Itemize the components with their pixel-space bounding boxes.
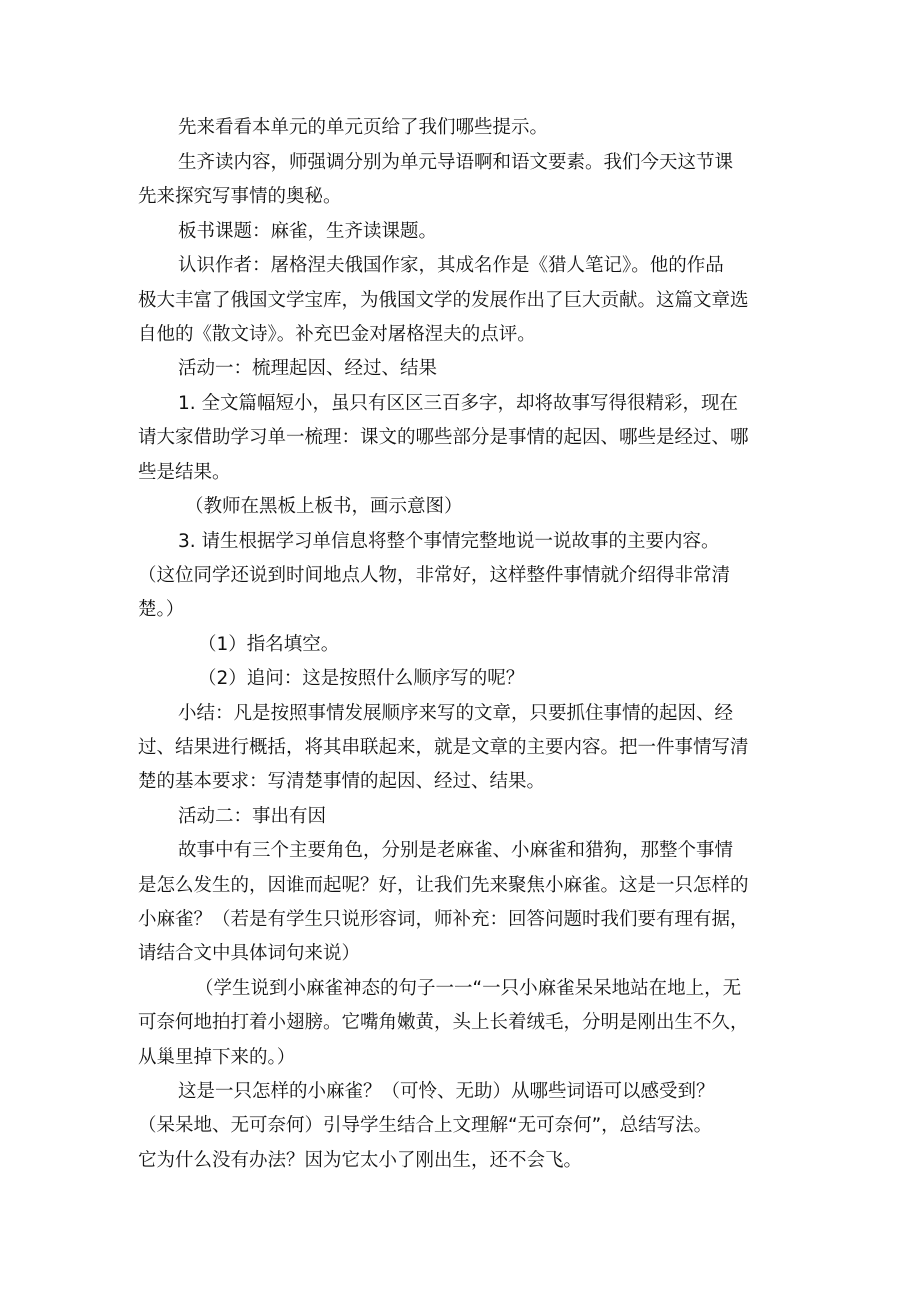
text-line: 小结：凡是按照事情发展顺序来写的文章，只要抓住事情的起因、经 [178,703,734,724]
text-line: （2）追问：这是按照什么顺序写的呢？ [198,668,525,689]
text-line: 它为什么没有办法？因为它太小了刚出生，还不会飞。 [138,1150,583,1171]
text-line: 是怎么发生的，因谁而起呢？好，让我们先来聚焦小麻雀。这是一只怎样的 [138,875,749,896]
text-line: 自他的《散文诗》。补充巴金对屠格涅夫的点评。 [138,324,536,345]
text-line: 过、结果进行概括，将其串联起来，就是文章的主要内容。把一件事情写清 [138,737,749,758]
text-line: 3. 请生根据学习单信息将整个事情完整地说一说故事的主要内容。 [178,531,720,552]
text-line: 请大家借助学习单一梳理：课文的哪些部分是事情的起因、哪些是经过、哪 [138,427,749,448]
text-line: 可奈何地拍打着小翅膀。它嘴角嫩黄，头上长着绒毛，分明是刚出生不久， [138,1012,749,1033]
text-line: （教师在黑板上板书，画示意图） [185,496,463,517]
text-line: 活动二：事出有因 [178,806,327,827]
text-line: 1. 全文篇幅短小，虽只有区区三百多字，却将故事写得很精彩，现在 [178,393,739,414]
text-line: 板书课题：麻雀，生齐读课题。 [178,221,438,242]
text-line: （学生说到小麻雀神态的句子一一“一只小麻雀呆呆地站在地上，无 [195,978,742,999]
text-line: （这位同学还说到时间地点人物，非常好，这样整件事情就介绍得非常清 [138,565,731,586]
text-line: 活动一：梳理起因、经过、结果 [178,358,438,379]
text-line: 这是一只怎样的小麻雀？（可怜、无助）从哪些词语可以感受到？ [178,1081,715,1102]
text-line: 楚的基本要求：写清楚事情的起因、经过、结果。 [138,771,546,792]
text-line: 先来看看本单元的单元页给了我们哪些提示。 [178,117,549,138]
text-line: 生齐读内容，师强调分别为单元导语啊和语文要素。我们今天这节课 [178,152,734,173]
text-line: 楚。） [138,599,185,620]
text-line: （1）指名填空。 [198,634,340,655]
text-line: 小麻雀？（若是有学生只说形容词，师补充：回答问题时我们要有理有据， [138,909,749,930]
text-line: 极大丰富了俄国文学宝库，为俄国文学的发展作出了巨大贡献。这篇文章选 [138,290,749,311]
text-line: 认识作者：屠格涅夫俄国作家，其成名作是《猎人笔记》。他的作品 [178,255,724,276]
text-line: 从巢里掉下来的。） [138,1047,296,1068]
text-line: 请结合文中具体词句来说） [138,943,361,964]
text-line: 故事中有三个主要角色，分别是老麻雀、小麻雀和猎狗，那整个事情 [178,840,734,861]
text-line: 先来探究写事情的奥秘。 [138,186,342,207]
text-line: 些是结果。 [138,462,231,483]
text-line: （呆呆地、无可奈何）引导学生结合上文理解“无可奈何”，总结写法。 [138,1115,713,1136]
